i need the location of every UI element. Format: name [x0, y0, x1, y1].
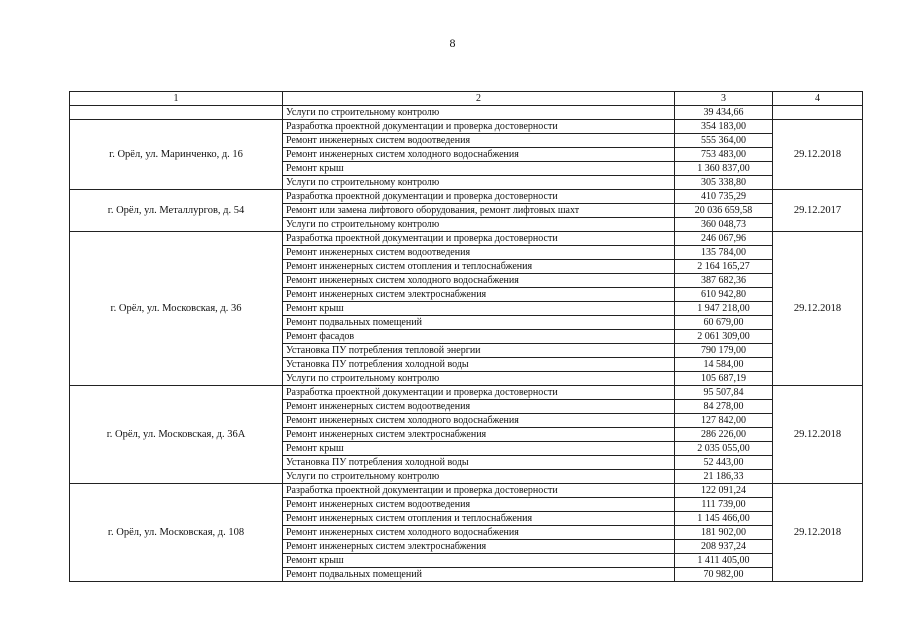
- address-cell: г. Орёл, ул. Московская, д. 36: [70, 232, 283, 386]
- amount-cell: 555 364,00: [675, 134, 773, 148]
- work-type-cell: Установка ПУ потребления тепловой энергии: [283, 344, 675, 358]
- work-type-cell: Ремонт крыш: [283, 554, 675, 568]
- work-type-cell: Разработка проектной документации и проверка достоверности: [283, 190, 675, 204]
- work-type-cell: Услуги по строительному контролю: [283, 372, 675, 386]
- page-number: 8: [449, 36, 456, 50]
- amount-cell: 610 942,80: [675, 288, 773, 302]
- work-type-cell: Ремонт подвальных помещений: [283, 316, 675, 330]
- date-cell: 29.12.2018: [773, 484, 863, 582]
- date-cell: 29.12.2018: [773, 120, 863, 190]
- amount-cell: 127 842,00: [675, 414, 773, 428]
- address-cell: г. Орёл, ул. Маринченко, д. 16: [70, 120, 283, 190]
- work-type-cell: Разработка проектной документации и проверка достоверности: [283, 120, 675, 134]
- amount-cell: 181 902,00: [675, 526, 773, 540]
- amount-cell: 84 278,00: [675, 400, 773, 414]
- amount-cell: 135 784,00: [675, 246, 773, 260]
- work-type-cell: Ремонт инженерных систем отопления и теплоснабжения: [283, 512, 675, 526]
- column-header-2: 2: [283, 92, 675, 106]
- amount-cell: 1 360 837,00: [675, 162, 773, 176]
- amount-cell: 387 682,36: [675, 274, 773, 288]
- amount-cell: 354 183,00: [675, 120, 773, 134]
- amount-cell: 360 048,73: [675, 218, 773, 232]
- amount-cell: 60 679,00: [675, 316, 773, 330]
- work-type-cell: Разработка проектной документации и проверка достоверности: [283, 232, 675, 246]
- column-header-3: 3: [675, 92, 773, 106]
- column-header-4: 4: [773, 92, 863, 106]
- work-type-cell: Ремонт инженерных систем электроснабжения: [283, 428, 675, 442]
- address-cell: г. Орёл, ул. Металлургов, д. 54: [70, 190, 283, 232]
- address-cell: [70, 106, 283, 120]
- work-type-cell: Ремонт инженерных систем холодного водоснабжения: [283, 274, 675, 288]
- table-row: [70, 484, 863, 498]
- amount-cell: 14 584,00: [675, 358, 773, 372]
- amount-cell: 39 434,66: [675, 106, 773, 120]
- works-table: [69, 91, 863, 582]
- table-row: [70, 106, 863, 120]
- amount-cell: 753 483,00: [675, 148, 773, 162]
- amount-cell: 52 443,00: [675, 456, 773, 470]
- work-type-cell: Ремонт инженерных систем отопления и теплоснабжения: [283, 260, 675, 274]
- amount-cell: 105 687,19: [675, 372, 773, 386]
- work-type-cell: Ремонт инженерных систем холодного водоснабжения: [283, 526, 675, 540]
- amount-cell: 410 735,29: [675, 190, 773, 204]
- amount-cell: 1 411 405,00: [675, 554, 773, 568]
- amount-cell: 305 338,80: [675, 176, 773, 190]
- works-table-body: [70, 92, 863, 582]
- work-type-cell: Ремонт инженерных систем холодного водоснабжения: [283, 148, 675, 162]
- work-type-cell: Разработка проектной документации и проверка достоверности: [283, 386, 675, 400]
- table-row: [70, 386, 863, 400]
- work-type-cell: Ремонт крыш: [283, 442, 675, 456]
- work-type-cell: Услуги по строительному контролю: [283, 218, 675, 232]
- work-type-cell: Ремонт инженерных систем электроснабжения: [283, 288, 675, 302]
- amount-cell: 790 179,00: [675, 344, 773, 358]
- amount-cell: 2 061 309,00: [675, 330, 773, 344]
- work-type-cell: Ремонт крыш: [283, 302, 675, 316]
- table-row: [70, 232, 863, 246]
- date-cell: 29.12.2018: [773, 386, 863, 484]
- work-type-cell: Ремонт инженерных систем водоотведения: [283, 246, 675, 260]
- table-row: [70, 120, 863, 134]
- amount-cell: 208 937,24: [675, 540, 773, 554]
- amount-cell: 122 091,24: [675, 484, 773, 498]
- work-type-cell: Ремонт инженерных систем водоотведения: [283, 498, 675, 512]
- work-type-cell: Ремонт подвальных помещений: [283, 568, 675, 582]
- amount-cell: 21 186,33: [675, 470, 773, 484]
- amount-cell: 70 982,00: [675, 568, 773, 582]
- amount-cell: 95 507,84: [675, 386, 773, 400]
- date-cell: 29.12.2018: [773, 232, 863, 386]
- amount-cell: 1 947 218,00: [675, 302, 773, 316]
- column-header-1: 1: [70, 92, 283, 106]
- amount-cell: 286 226,00: [675, 428, 773, 442]
- address-cell: г. Орёл, ул. Московская, д. 36А: [70, 386, 283, 484]
- work-type-cell: Услуги по строительному контролю: [283, 470, 675, 484]
- work-type-cell: Ремонт инженерных систем электроснабжения: [283, 540, 675, 554]
- work-type-cell: Услуги по строительному контролю: [283, 106, 675, 120]
- work-type-cell: Установка ПУ потребления холодной воды: [283, 456, 675, 470]
- work-type-cell: Ремонт инженерных систем водоотведения: [283, 134, 675, 148]
- amount-cell: 246 067,96: [675, 232, 773, 246]
- work-type-cell: Ремонт инженерных систем водоотведения: [283, 400, 675, 414]
- amount-cell: 111 739,00: [675, 498, 773, 512]
- work-type-cell: Ремонт инженерных систем холодного водоснабжения: [283, 414, 675, 428]
- work-type-cell: Ремонт фасадов: [283, 330, 675, 344]
- amount-cell: 2 035 055,00: [675, 442, 773, 456]
- amount-cell: 2 164 165,27: [675, 260, 773, 274]
- date-cell: 29.12.2017: [773, 190, 863, 232]
- work-type-cell: Ремонт крыш: [283, 162, 675, 176]
- address-cell: г. Орёл, ул. Московская, д. 108: [70, 484, 283, 582]
- work-type-cell: Разработка проектной документации и проверка достоверности: [283, 484, 675, 498]
- date-cell: [773, 106, 863, 120]
- amount-cell: 20 036 659,58: [675, 204, 773, 218]
- work-type-cell: Ремонт или замена лифтового оборудования, ремонт лифтовых шахт: [283, 204, 675, 218]
- work-type-cell: Услуги по строительному контролю: [283, 176, 675, 190]
- table-row: [70, 190, 863, 204]
- header-row: [70, 92, 863, 106]
- work-type-cell: Установка ПУ потребления холодной воды: [283, 358, 675, 372]
- amount-cell: 1 145 466,00: [675, 512, 773, 526]
